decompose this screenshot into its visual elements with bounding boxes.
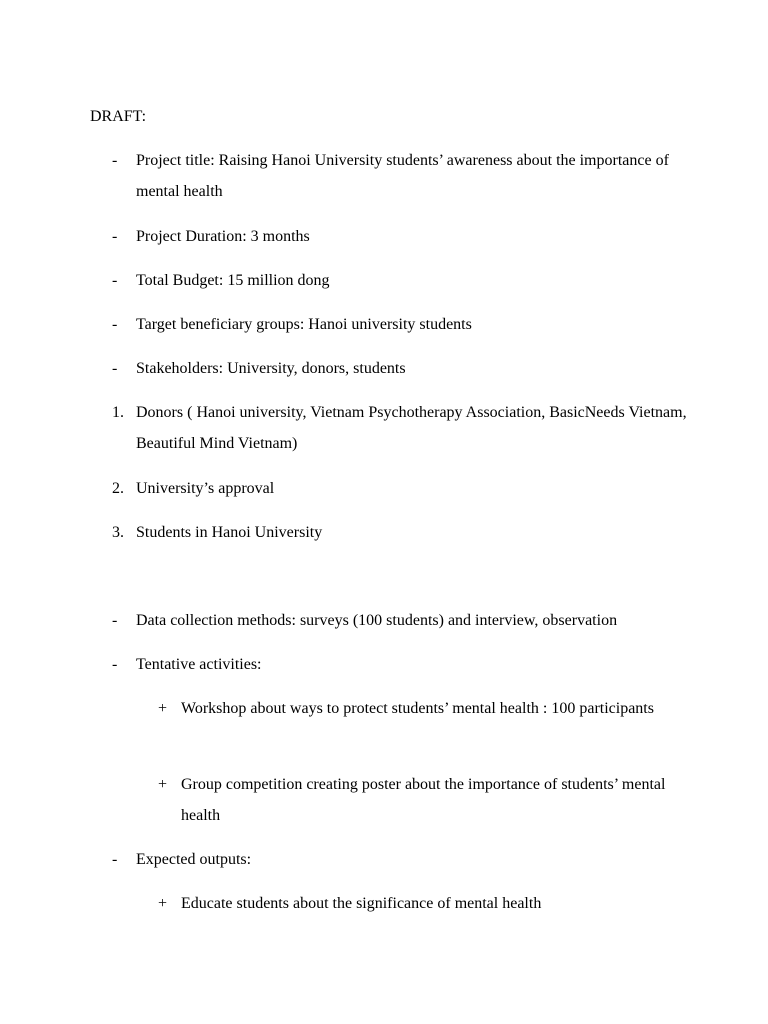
bullet-dash: - — [112, 228, 118, 245]
list-item-text: Project title: Raising Hanoi University students’ awareness about the importance of mental health — [136, 152, 669, 200]
list-number: 1. — [112, 404, 124, 421]
list-item-text: Data collection methods: surveys (100 students) and interview, observation — [136, 612, 618, 629]
list-item-text: Target beneficiary groups: Hanoi university students — [136, 316, 472, 333]
list-item-text: Group competition creating poster about the importance of students’ mental health — [181, 776, 666, 824]
list-item-text: Educate students about the significance of mental health — [181, 895, 542, 912]
bullet-dash: - — [112, 851, 118, 868]
list-item-text: Workshop about ways to protect students’ mental health : 100 participants — [181, 700, 654, 717]
bullet-dash: - — [112, 612, 118, 629]
bullet-plus: + — [158, 895, 168, 912]
bullet-dash: - — [112, 272, 118, 289]
list-number: 2. — [112, 480, 124, 497]
list-item-text: Donors ( Hanoi university, Vietnam Psychotherapy Association, BasicNeeds Vietnam, Beautiful Mind Vietnam) — [136, 404, 687, 452]
draft-heading: DRAFT: — [90, 108, 147, 125]
list-item-text: Students in Hanoi University — [136, 524, 323, 541]
bullet-dash: - — [112, 152, 118, 169]
list-item-text: Total Budget: 15 million dong — [136, 272, 330, 289]
bullet-dash: - — [112, 360, 118, 377]
list-number: 3. — [112, 524, 124, 541]
list-item-text: Stakeholders: University, donors, students — [136, 360, 406, 377]
list-item-text: Expected outputs: — [136, 851, 252, 868]
bullet-plus: + — [158, 776, 168, 793]
bullet-dash: - — [112, 316, 118, 333]
bullet-dash: - — [112, 656, 118, 673]
list-item-text: University’s approval — [136, 480, 275, 497]
bullet-plus: + — [158, 700, 168, 717]
list-item-text: Project Duration: 3 months — [136, 228, 310, 245]
list-item-text: Tentative activities: — [136, 656, 262, 673]
